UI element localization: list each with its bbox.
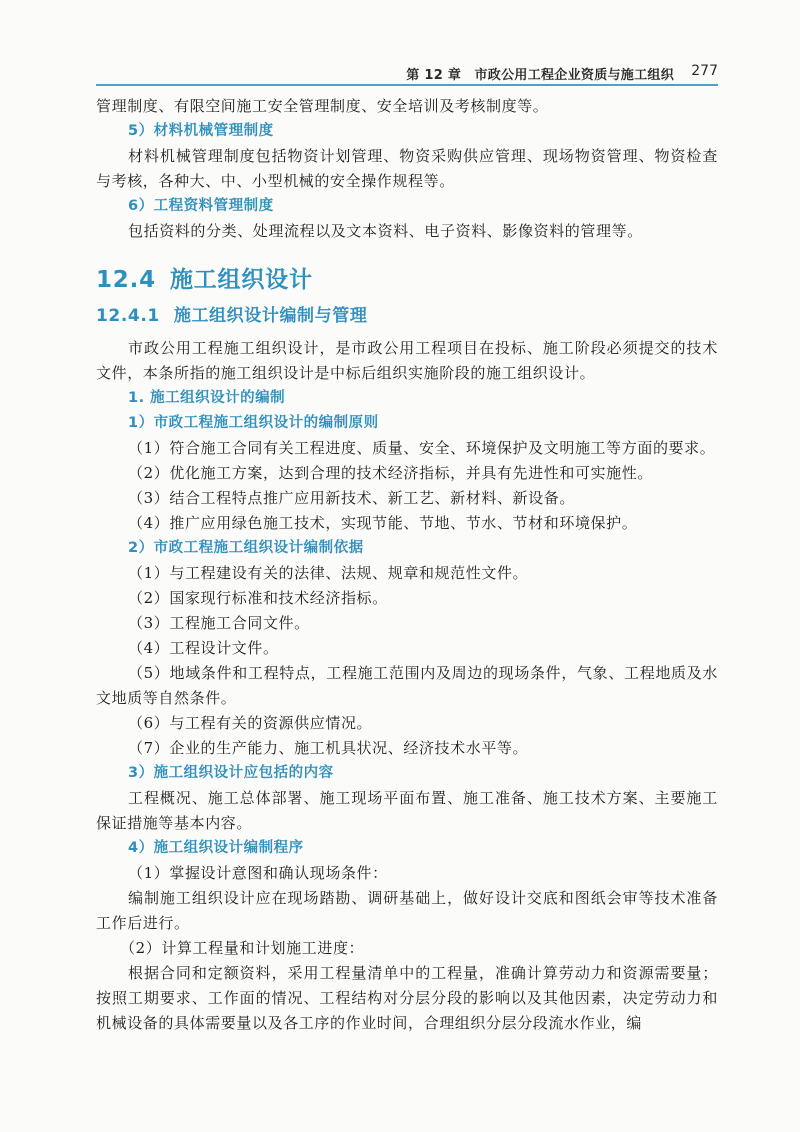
basis-item: （4）工程设计文件。 bbox=[128, 639, 279, 657]
paragraph-material-machinery: 材料机械管理制度包括物资计划管理、物资采购供应管理、现场物资管理、物资检查与考核，各种大、中、小型机械的安全操作规程等。 bbox=[96, 147, 718, 190]
subsection-heading bbox=[96, 302, 718, 330]
page-number: 277 bbox=[691, 63, 718, 79]
principle-item: （1）符合施工合同有关工程进度、质量、安全、环境保护及文明施工等方面的要求。 bbox=[128, 439, 716, 457]
procedure-step-text: 编制施工组织设计应在现场踏勘、调研基础上，做好设计交底和图纸会审等技术准备工作后进行。 bbox=[96, 889, 718, 932]
chapter-title: 第 12 章 市政公用工程企业资质与施工组织 bbox=[406, 68, 674, 83]
basis-item: （6）与工程有关的资源供应情况。 bbox=[128, 714, 373, 732]
procedure-step: （2）计算工程量和计划施工进度： bbox=[120, 939, 365, 957]
page-body bbox=[96, 94, 718, 1036]
section-number: 12.4 bbox=[96, 267, 156, 293]
basis-item: （3）工程施工合同文件。 bbox=[128, 614, 310, 632]
subheading-material-machinery: 5）材料机械管理制度 bbox=[128, 123, 274, 139]
procedure-step-text: 根据合同和定额资料，采用工程量清单中的工程量，准确计算劳动力和资源需要量；按照工期要求、工作面的情况、工程结构对分层分段的影响以及其他因素，决定劳动力和机械设备的具体需要量以及各工序的作业时间，合理组织分层分段流水作业，编 bbox=[96, 964, 718, 1032]
heading-compilation: 1. 施工组织设计的编制 bbox=[128, 390, 286, 406]
heading-principles: 1）市政工程施工组织设计的编制原则 bbox=[128, 415, 379, 431]
section-heading bbox=[96, 264, 718, 296]
heading-procedure: 4）施工组织设计编制程序 bbox=[128, 840, 304, 856]
intro-paragraph: 市政公用工程施工组织设计，是市政公用工程项目在投标、施工阶段必须提交的技术文件，本条所指的施工组织设计是中标后组织实施阶段的施工组织设计。 bbox=[96, 339, 718, 382]
subsection-number: 12.4.1 bbox=[96, 306, 160, 326]
basis-item: （1）与工程建设有关的法律、法规、规章和规范性文件。 bbox=[128, 564, 529, 582]
running-header bbox=[96, 62, 718, 84]
principle-item: （2）优化施工方案，达到合理的技术经济指标，并具有先进性和可实施性。 bbox=[128, 464, 653, 482]
procedure-step: （1）掌握设计意图和确认现场条件： bbox=[128, 864, 388, 882]
paragraph-engineering-documents: 包括资料的分类、处理流程以及文本资料、电子资料、影像资料的管理等。 bbox=[128, 222, 643, 240]
heading-contents: 3）施工组织设计应包括的内容 bbox=[128, 765, 334, 781]
subsection-title: 施工组织设计编制与管理 bbox=[173, 306, 368, 326]
basis-item: （5）地域条件和工程特点，工程施工范围内及周边的现场条件，气象、工程地质及水文地质等自然条件。 bbox=[96, 664, 718, 707]
header-divider bbox=[96, 84, 718, 86]
basis-item: （2）国家现行标准和技术经济指标。 bbox=[128, 589, 388, 607]
basis-item: （7）企业的生产能力、施工机具状况、经济技术水平等。 bbox=[128, 739, 529, 757]
heading-basis: 2）市政工程施工组织设计编制依据 bbox=[128, 540, 364, 556]
paragraph-continuation: 管理制度、有限空间施工安全管理制度、安全培训及考核制度等。 bbox=[96, 97, 549, 115]
subheading-engineering-documents: 6）工程资料管理制度 bbox=[128, 198, 274, 214]
principle-item: （3）结合工程特点推广应用新技术、新工艺、新材料、新设备。 bbox=[128, 489, 575, 507]
section-title: 施工组织设计 bbox=[169, 267, 313, 293]
principle-item: （4）推广应用绿色施工技术，实现节能、节地、节水、节材和环境保护。 bbox=[128, 514, 638, 532]
contents-paragraph: 工程概况、施工总体部署、施工现场平面布置、施工准备、施工技术方案、主要施工保证措施等基本内容。 bbox=[96, 789, 718, 832]
